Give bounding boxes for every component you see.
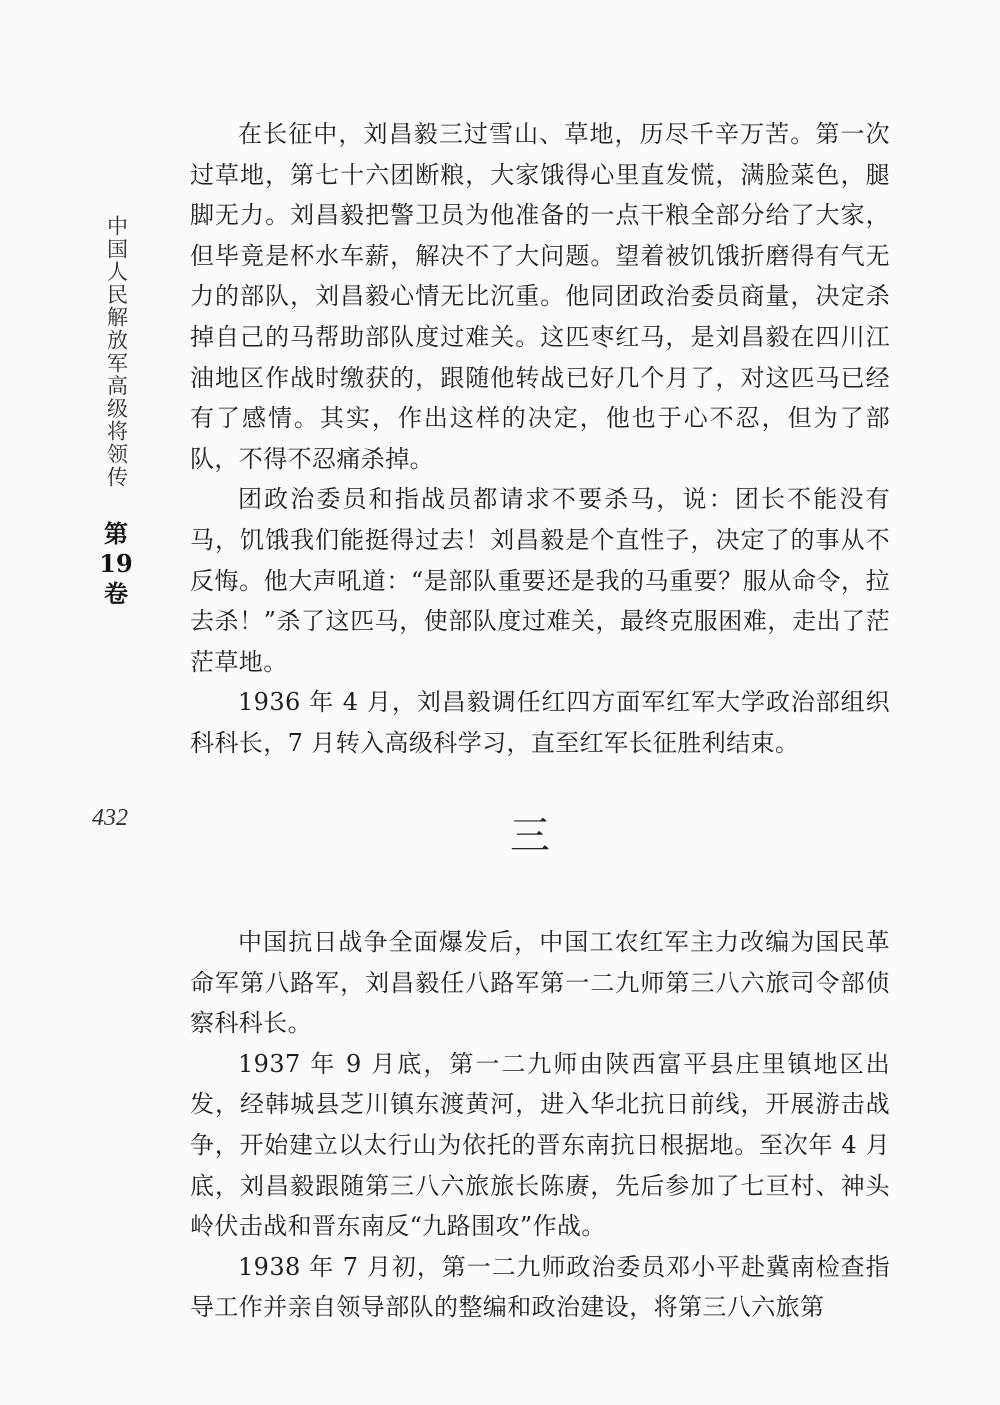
paragraph: 1938 年 7 月初，第一二九师政治委员邓小平赴冀南检查指导工作并亲自领导部队的整编和政治建设，将第三八六旅第: [190, 1252, 890, 1322]
text-block-before: [190, 114, 890, 764]
section-heading: 三: [510, 813, 550, 859]
paragraph: 团政治委员和指战员都请求不要杀马，说：团长不能没有马，饥饿我们能挺得过去！刘昌毅是个直性子，决定了的事从不反悔。他大声吼道：“是部队重要还是我的马重要？服从命令，拉去杀！”杀了这匹马，使部队度过难关，最终克服困难，走出了茫茫草地。: [190, 485, 890, 676]
paragraph: 中国抗日战争全面爆发后，中国工农红军主力改编为国民革命军第八路军，刘昌毅任八路军第一二九师第三八六旅司令部侦察科科长。: [190, 928, 890, 1038]
volume-number: 19: [99, 548, 133, 578]
page-number: 432: [92, 805, 128, 831]
text-block-after: [190, 922, 890, 1328]
paragraph: 1936 年 4 月，刘昌毅调任红四方面军红军大学政治部组织科科长，7 月转入高级科学习，直至红军长征胜利结束。: [190, 688, 890, 757]
paragraph: 1937 年 9 月底，第一二九师由陕西富平县庄里镇地区出发，经韩城县芝川镇东渡黄河，进入华北抗日前线，开展游击战争，开始建立以太行山为依托的晋东南抗日根据地。至次年 4 月底，刘昌毅跟随第三八六旅旅长陈赓，先后参加了七亘村、神头岭伏击战和晋东南反“九路围攻”作战。: [190, 1049, 890, 1241]
series-title: 中国人民解放军高级将领传: [104, 215, 129, 489]
paragraph: 在长征中，刘昌毅三过雪山、草地，历尽千辛万苦。第一次过草地，第七十六团断粮，大家饿得心里直发慌，满脸菜色，腿脚无力。刘昌毅把警卫员为他准备的一点干粮全部分给了大家，但毕竟是杯水车薪，解决不了大问题。望着被饥饿折磨得有气无力的部队，刘昌毅心情无比沉重。他同团政治委员商量，决定杀掉自己的马帮助部队度过难关。这匹枣红马，是刘昌毅在四川江油地区作战时缴获的，跟随他转战已好几个月了，对这匹马已经有了感情。其实，作出这样的决定，他也于心不忍，但为了部队，不得不忍痛杀掉。: [190, 120, 890, 473]
volume-prefix: 第: [104, 518, 128, 548]
volume-label: [99, 519, 132, 609]
running-header: [90, 215, 142, 609]
volume-suffix: 卷: [104, 578, 128, 608]
